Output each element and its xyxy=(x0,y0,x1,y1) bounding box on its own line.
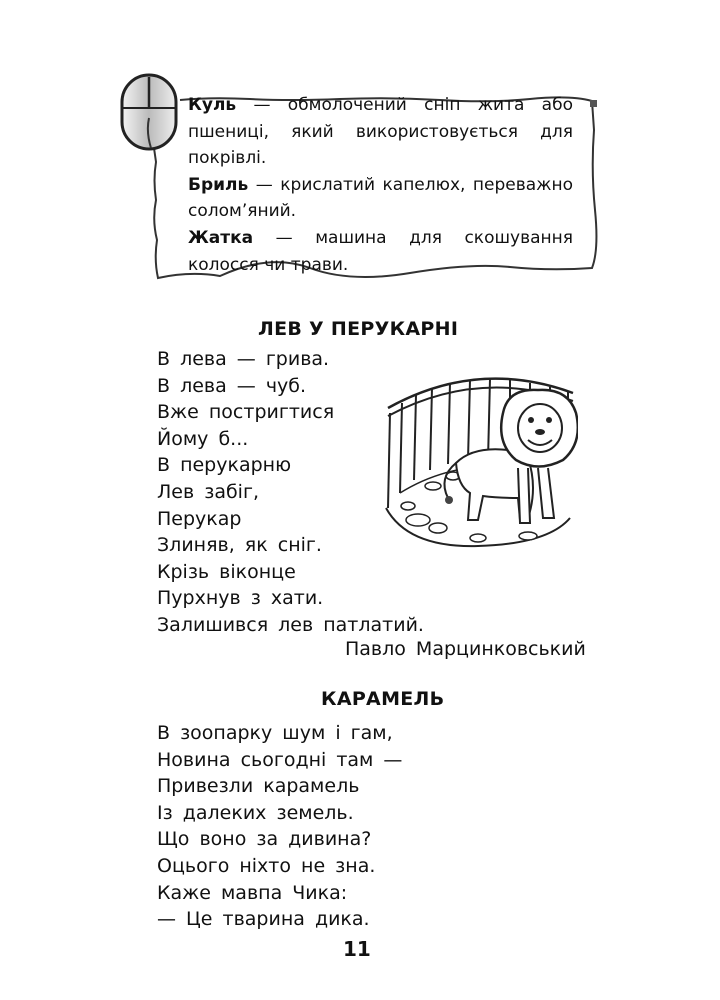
glossary-entry xyxy=(188,92,573,172)
poem-title: ЛЕВ У ПЕРУКАРНІ xyxy=(258,318,459,340)
poem-author: Павло Марцинковський xyxy=(345,638,586,660)
poem-lines xyxy=(157,720,402,933)
page-number: 11 xyxy=(343,937,371,961)
poem-line: Новина сьогодні там — xyxy=(157,748,403,771)
lion-cage-illustration xyxy=(378,368,578,553)
poem-line: В перукарню xyxy=(157,454,292,477)
glossary-entry xyxy=(188,172,573,225)
poem-line: Пурхнув з хати. xyxy=(157,587,324,610)
glossary-definition: — обмолочений сніп жита або пшениці, який використовується для покрівлі. xyxy=(188,95,573,169)
glossary-term: Бриль xyxy=(188,174,249,195)
glossary-term: Жатка xyxy=(188,227,254,248)
glossary-definition: — крислатий капелюх, переважно солом’яний. xyxy=(188,174,573,222)
poem-line: В лева — чуб. xyxy=(157,374,307,397)
glossary xyxy=(188,92,573,278)
poem-line: — Це тварина дика. xyxy=(157,908,370,931)
poem-line: Залишився лев патлатий. xyxy=(157,613,424,636)
computer-mouse-icon xyxy=(118,72,180,152)
poem-line: Що воно за дивина? xyxy=(157,828,372,851)
poem-line: В лева — грива. xyxy=(157,348,330,370)
poem-line: Йому б... xyxy=(157,427,249,450)
poem-line: Лев забіг, xyxy=(157,480,259,503)
poem-line: Вже постригтися xyxy=(157,401,335,424)
poem-line: Крізь віконце xyxy=(157,560,296,583)
poem-line: Привезли карамель xyxy=(157,775,360,798)
poem-line: Із далеких земель. xyxy=(157,801,354,824)
glossary-definition: — машина для скошування колосся чи трави. xyxy=(188,227,573,275)
glossary-term: Куль xyxy=(188,95,237,115)
poem-line: Каже мавпа Чика: xyxy=(157,881,348,904)
glossary-entry xyxy=(188,225,573,278)
poem-line: В зоопарку шум і гам, xyxy=(157,722,393,744)
poem-title: КАРАМЕЛЬ xyxy=(321,688,445,710)
poem-line: Злиняв, як сніг. xyxy=(157,534,322,557)
poem-line: Оцього ніхто не зна. xyxy=(157,854,376,877)
poem-line: Перукар xyxy=(157,507,242,530)
